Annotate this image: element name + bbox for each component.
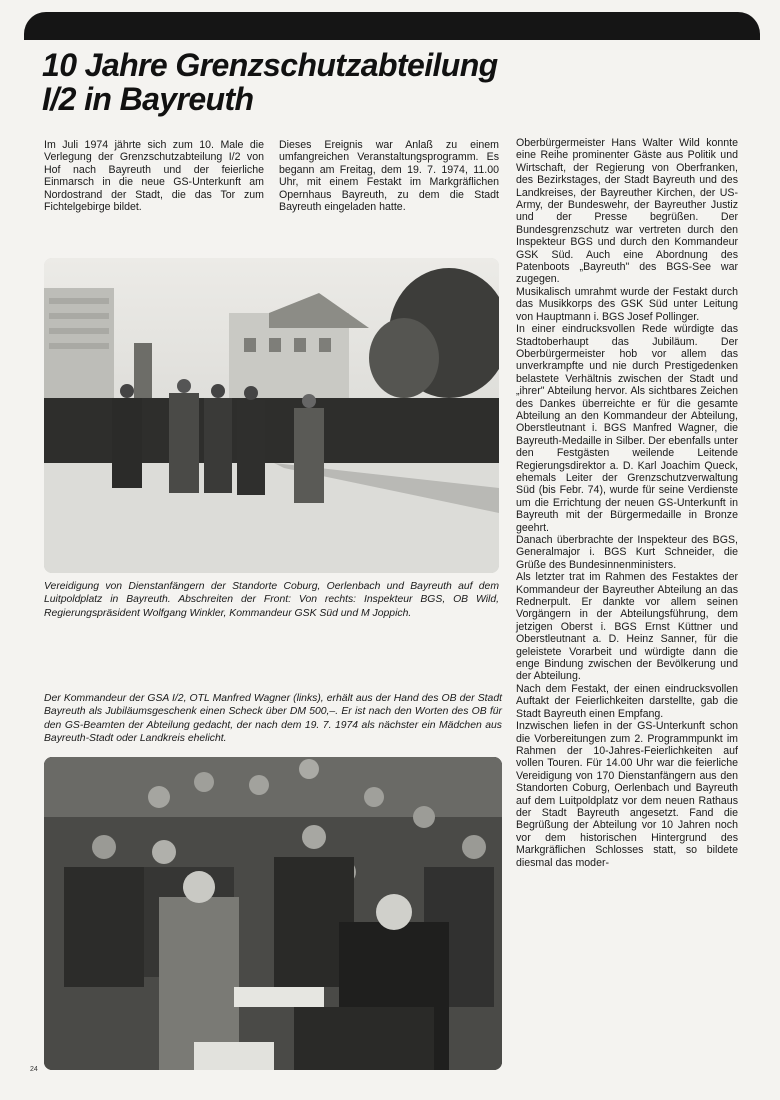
text-column-3: [516, 137, 738, 869]
text-column-2: [279, 139, 499, 213]
header-bar: [24, 12, 760, 40]
article-headline: [42, 48, 498, 116]
parade-photo-caption: Vereidigung von Dienstanfängern der Standorte Coburg, Oerlenbach und Bayreuth auf dem Luitpoldplatz in Bayreuth. Abschreiten der Front: Von rechts: Inspekteur BGS, OB Wild, Regierungspräsident Wolfgang Winkler, Kommandeur GSK Süd und M Joppich.: [44, 581, 499, 619]
column1-paragraph: Im Juli 1974 jährte sich zum 10. Male die Verlegung der Grenzschutzabteilung I/2 von Hof nach Bayreuth und der feierliche Einmarsch in die neue GS-Unterkunft am Nordostrand der Stadt, die das Tor zum Fichtelgebirge bildet.: [44, 139, 264, 214]
text-column-1: [44, 139, 264, 213]
column3-paragraph: Oberbürgermeister Hans Walter Wild konnte eine Reihe prominenter Gäste aus Politik und Wirtschaft, der Regierung von Oberfranken, des Bezirkstages, der Stadt Bayreuth und des Landkreises, der Bayreuther Kirchen, der US-Army, der Bundeswehr, der Bayreuther Justiz und der Presse begrüßen. Der Bundesgrenzschutz war vertreten durch den Inspekteur BGS und durch den Kommandeur GSK Süd. Auch eine Abordnung des Patenboots „Bayreuth" des BGS-See war zugegen.: [516, 137, 738, 286]
column3-paragraph: Inzwischen liefen in der GS-Unterkunft schon die Vorbereitungen zum 2. Programmpunkt im Rahmen der 10-Jahres-Feierlichkeiten auf vollen Touren. Für 14.00 Uhr war die feierliche Vereidigung von 170 Dienstanfängern aus den Standorten Coburg, Oerlenbach und Bayreuth auf dem Luitpoldplatz vor dem neuen Rathaus der Stadt Bayreuth angesetzt. Fand die Begrüßung der Abteilung vor 10 Jahren noch vor dem historischen Hintergrund des Markgräflichen Schlosses statt, so bildete diesmal das moder-: [516, 720, 738, 869]
page-number: 24: [30, 1066, 38, 1073]
column3-paragraph: Musikalisch umrahmt wurde der Festakt durch das Musikkorps des GSK Süd unter Leitung von Hauptmann i. BGS Josef Pollinger.: [516, 285, 738, 323]
ceremony-photo: [44, 757, 502, 1070]
parade-photo-illustration: [44, 258, 499, 573]
ceremony-photo-illustration: [44, 757, 502, 1070]
column3-paragraph: In einer eindrucksvollen Rede würdigte das Stadtoberhaupt das Jubiläum. Der Oberbürgermeister hob vor allem das unverkrampfte und nie durch Prestigedenken belastete Verhältnis zwischen der Stadt und „ihrer" Abteilung hervor. Als sichtbares Zeichen des Dankes überreichte er für die gesamte Abteilung an den Kommandeur der Abteilung, Oberstleutnant i. BGS Manfred Wagner, die Bayreuth-Medaille in Silber. Der ebenfalls unter den Festgästen weilende Leitende Regierungsdirektor a. D. Karl Joachim Queck, ehemals Leiter der Grenzschutzverwaltung Süd (bis Febr. 74), wurde für seine Verdienste um die Errichtung der neuen GS-Unterkunft in Bayreuth mit der Bürgermedaille in Bronze geehrt.: [516, 323, 738, 534]
column3-paragraph: Danach überbrachte der Inspekteur des BGS, Generalmajor i. BGS Kurt Schneider, die Grüße des Bundesinnenministers.: [516, 534, 738, 571]
column2-paragraph: Dieses Ereignis war Anlaß zu einem umfangreichen Veranstaltungsprogramm. Es begann am Freitag, dem 19. 7. 1974, 11.00 Uhr, mit einem Festakt im Markgräflichen Opernhaus Bayreuth, zu dem die Stadt Bayreuth eingeladen hatte.: [279, 139, 499, 214]
column3-paragraph: Als letzter trat im Rahmen des Festaktes der Kommandeur der Bayreuther Abteilung an das Rednerpult. Er dankte vor allem seinen Vorgängern in der Abteilungsführung, dem jetzigen Oberst i. BGS Ernst Küttner und Oberstleutnant a. D. Heinz Sanner, für die geleistete Vorarbeit und würdigte dann die enge Bindung zwischen der Bevölkerung und der Abteilung.: [516, 571, 738, 683]
column3-paragraph: Nach dem Festakt, der einen eindrucksvollen Auftakt der Feierlichkeiten darstellte, gab die Stadt Bayreuth einen Empfang.: [516, 682, 738, 720]
parade-photo: [44, 258, 499, 573]
headline-line-1: 10 Jahre Grenzschutzabteilung: [42, 47, 498, 83]
headline-line-2: I/2 in Bayreuth: [42, 81, 254, 117]
band-photo-caption: Der Kommandeur der GSA I/2, OTL Manfred Wagner (links), erhält aus der Hand des OB der Stadt Bayreuth als Jubiläumsgeschenk einen Scheck über DM 500,–. Er ist nach den Worten des OB für den GS-Beamten der Abteilung gedacht, der nach dem 19. 7. 1974 als nächster ein Mädchen aus Bayreuth-Stadt oder Landkreis ehelicht.: [44, 693, 502, 745]
